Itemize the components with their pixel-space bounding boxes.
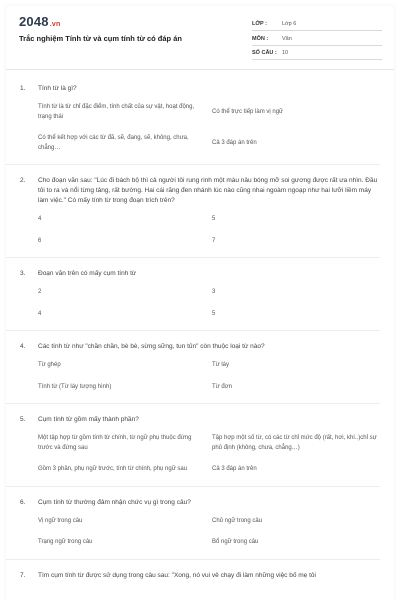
question-divider	[6, 559, 380, 560]
question-line	[20, 415, 382, 425]
question-list	[6, 84, 394, 581]
logo-text: 2048	[19, 14, 49, 29]
meta-key: LỚP :	[252, 20, 267, 27]
question-text: Tìm cụm tính từ được sử dụng trong câu sau: "Xong, nó vui vẻ chạy đi làm những việc bố mẹ tôi	[38, 571, 316, 579]
option-a[interactable]: Tính từ là từ chỉ đặc điểm, tính chất của sự vật, hoạt động, trạng thái	[38, 104, 195, 120]
question-divider	[6, 257, 380, 258]
option-b[interactable]: 5	[212, 216, 216, 222]
question-text: Cụm tính từ gồm mấy thành phần?	[38, 416, 139, 423]
option-grid	[38, 215, 382, 246]
option-a[interactable]: Một tập hợp từ gồm tính từ chính, từ ngữ phụ thuộc đứng trước và đứng sau	[38, 435, 192, 451]
meta-table	[252, 17, 382, 60]
question-divider	[6, 164, 380, 165]
document-page	[6, 6, 394, 600]
question-2	[20, 176, 382, 246]
option-b[interactable]: Tập hợp một số từ, có các từ chỉ mức độ (rất, hơi, khí..)chỉ sự phủ định (không, chưa, chẳng…)	[212, 435, 377, 451]
document-header	[6, 6, 394, 68]
option-c[interactable]: Có thể kết hợp với các từ đã, sẽ, đang, sẽ, không, chưa, chẳng…	[38, 135, 189, 151]
option-d[interactable]: 7	[212, 237, 216, 244]
question-7	[20, 571, 382, 581]
option-d[interactable]: Bổ ngữ trong câu	[212, 539, 259, 545]
option-a[interactable]: Từ ghép	[38, 362, 61, 368]
question-line	[20, 269, 382, 279]
option-grid	[38, 517, 382, 548]
question-line	[20, 571, 382, 581]
option-c[interactable]: Tính từ (Từ láy tượng hình)	[38, 383, 112, 390]
question-line	[20, 498, 382, 508]
question-4	[20, 342, 382, 392]
question-number: 7.	[20, 571, 26, 579]
question-line	[20, 342, 382, 352]
option-b[interactable]: 3	[212, 289, 216, 295]
meta-value: Văn	[282, 35, 292, 42]
question-6	[20, 498, 382, 548]
question-number: 5.	[20, 416, 26, 423]
question-text: Tính từ là gì?	[38, 85, 77, 92]
header-divider	[6, 69, 394, 70]
option-d[interactable]: Từ đơn	[212, 383, 232, 390]
question-text: Cụm tính từ thường đảm nhận chức vụ gì trong câu?	[38, 498, 191, 506]
meta-row-subject	[252, 32, 382, 46]
question-line	[20, 84, 382, 94]
site-logo[interactable]	[19, 14, 60, 29]
option-grid	[38, 434, 382, 475]
option-d[interactable]: 5	[212, 310, 216, 317]
question-number: 6.	[20, 498, 26, 506]
option-a[interactable]: 2	[38, 289, 42, 295]
question-number: 3.	[20, 270, 26, 277]
question-number: 2.	[20, 177, 26, 184]
question-divider	[6, 403, 380, 404]
meta-row-class	[252, 17, 382, 31]
option-b[interactable]: Từ láy	[212, 362, 230, 368]
option-b[interactable]: Có thể trực tiếp làm vị ngữ	[212, 108, 284, 115]
logo-suffix: .vn	[49, 21, 61, 28]
meta-key: SỐ CÂU :	[252, 49, 277, 56]
option-d[interactable]: Cả 3 đáp án trên	[212, 139, 257, 146]
question-number: 4.	[20, 343, 26, 350]
question-number: 1.	[20, 85, 26, 92]
meta-key: MÔN :	[252, 35, 269, 42]
question-3	[20, 269, 382, 319]
meta-value: Lớp 6	[282, 20, 297, 27]
option-d[interactable]: Cả 3 đáp án trên	[212, 466, 257, 472]
option-a[interactable]: Vị ngữ trong câu	[38, 517, 83, 524]
option-c[interactable]: Gồm 3 phần, phụ ngữ trước, tính từ chính, phụ ngữ sau	[38, 466, 188, 472]
question-line	[20, 176, 382, 206]
question-divider	[6, 330, 380, 331]
question-text: Đoạn văn trên có mấy cụm tính từ	[38, 270, 137, 277]
option-b[interactable]: Chủ ngữ trong câu	[212, 517, 263, 524]
question-divider	[6, 486, 380, 487]
question-1	[20, 84, 382, 153]
meta-row-count	[252, 46, 382, 60]
option-c[interactable]: 6	[38, 237, 42, 244]
option-c[interactable]: 4	[38, 310, 42, 317]
option-a[interactable]: 4	[38, 216, 42, 222]
question-5	[20, 415, 382, 475]
question-text: Cho đoạn văn sau: "Lúc đi bách bộ thì cả người tôi rung rinh một màu nâu bóng mỡ soi gương được rất ưa nhìn. Đầu tôi to ra và nổi từng tảng, rất bướng. Hai cái răng đen nhánh lúc nào cũng nhai ngoàm ngoạp như hai lưỡi liềm máy làm việc." Có mấy tính từ trong đoạn trích trên?	[38, 177, 378, 204]
option-grid	[38, 361, 382, 392]
option-grid	[38, 288, 382, 319]
option-c[interactable]: Trạng ngữ trong câu	[38, 539, 93, 545]
meta-value: 10	[282, 49, 289, 56]
question-text: Các tính từ như "chần chần, bè bè, sừng sững, tun tủn" còn thuộc loại từ nào?	[38, 343, 265, 350]
option-grid	[38, 103, 382, 153]
page-title: Trắc nghiệm Tính từ và cụm tính từ có đáp án	[19, 34, 182, 43]
